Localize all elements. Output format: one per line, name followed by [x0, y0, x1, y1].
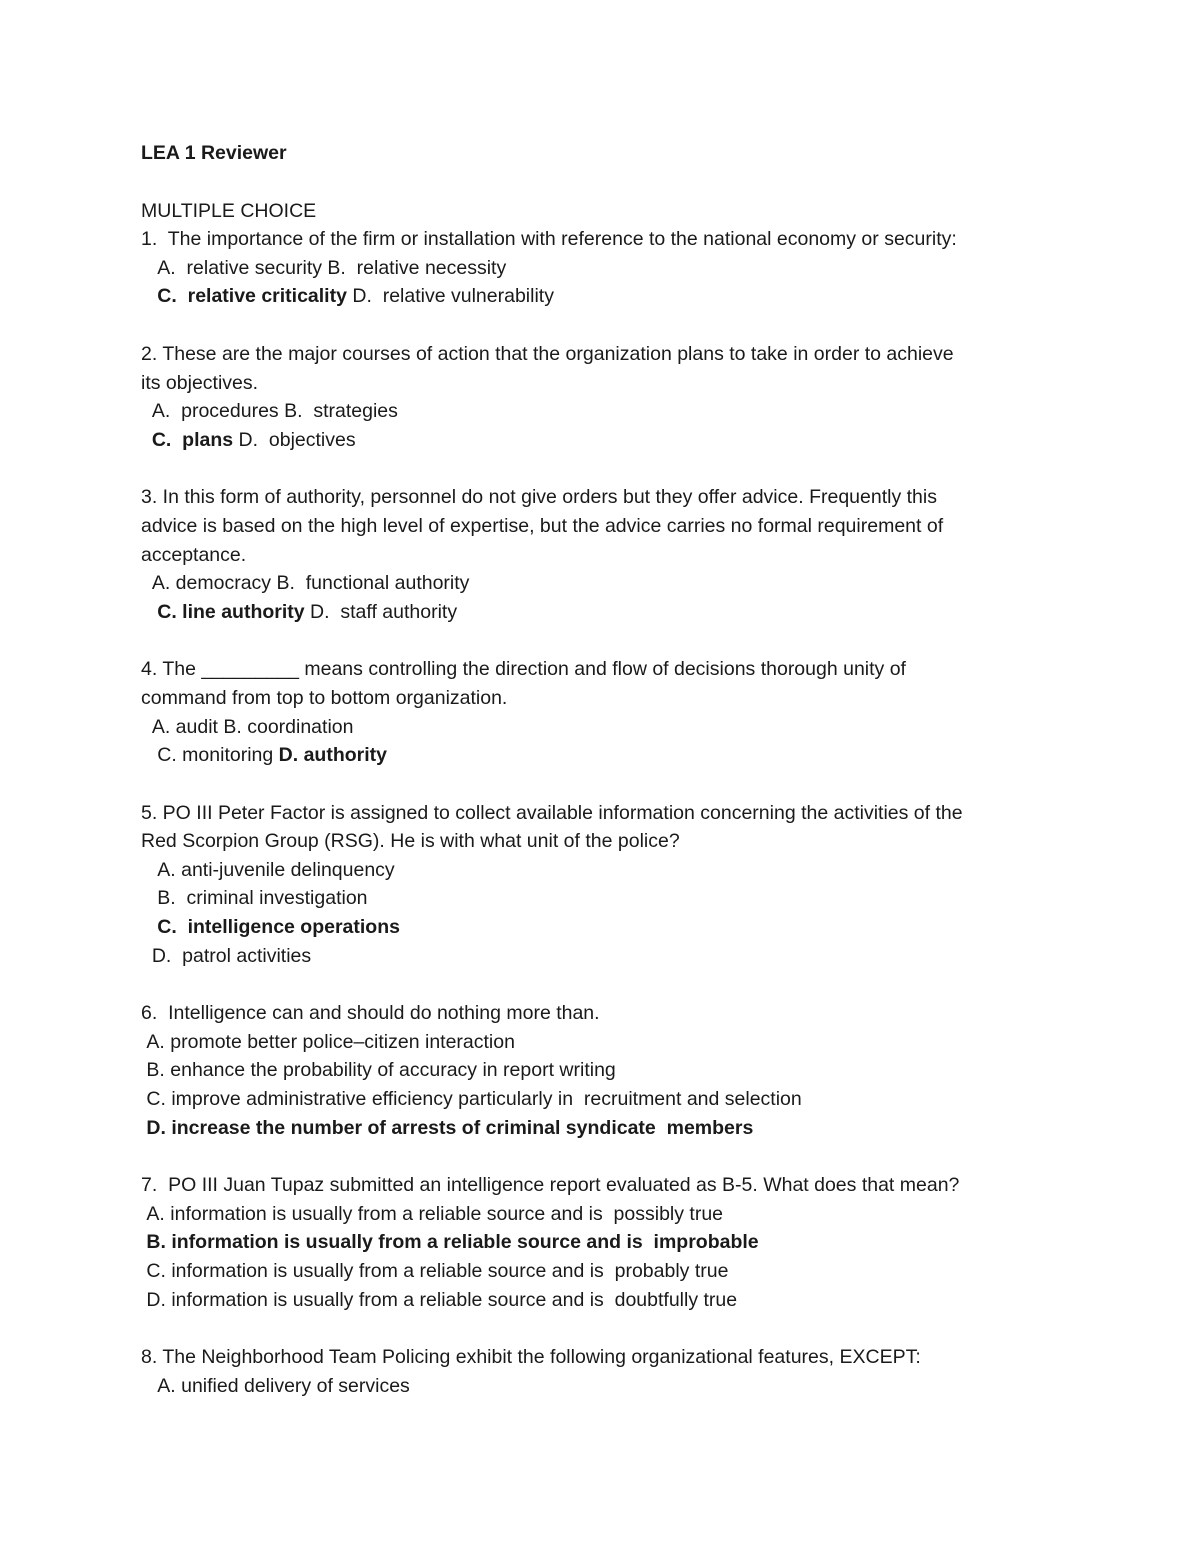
question-text: its objectives. — [141, 371, 259, 394]
answer-option — [141, 884, 1061, 913]
question-block — [141, 999, 1061, 1142]
question-text: Red Scorpion Group (RSG). He is with what unit of the police? — [141, 830, 680, 853]
answer-option — [141, 741, 1061, 770]
question-text: acceptance. — [141, 543, 247, 566]
option-text: A. anti-juvenile delinquency — [141, 858, 395, 881]
option-text: B. criminal investigation — [141, 887, 368, 910]
answer-option — [141, 1114, 1061, 1143]
answer-option — [141, 1372, 1061, 1401]
question-text: advice is based on the high level of expertise, but the advice carries no formal requirement of — [141, 514, 944, 537]
correct-answer: C. plans — [141, 428, 234, 451]
option-text: D. objectives — [233, 428, 356, 451]
correct-answer: B. information is usually from a reliable source and is improbable — [141, 1231, 759, 1254]
answer-option — [141, 598, 1061, 627]
option-text: D. patrol activities — [141, 944, 312, 967]
answer-option — [141, 426, 1061, 455]
question-block — [141, 1171, 1061, 1314]
spacer — [141, 970, 1061, 999]
spacer — [141, 770, 1061, 799]
spacer — [141, 454, 1061, 483]
answer-option — [141, 1085, 1061, 1114]
document-page — [141, 139, 1061, 1400]
option-text: A. unified delivery of services — [141, 1374, 410, 1397]
question-list — [141, 225, 1061, 1400]
correct-answer: C. line authority — [141, 600, 305, 623]
spacer — [141, 1314, 1061, 1343]
spacer — [141, 1142, 1061, 1171]
answer-option — [141, 1286, 1061, 1315]
answer-option — [141, 1200, 1061, 1229]
question-block — [141, 340, 1061, 454]
question-text: 5. PO III Peter Factor is assigned to collect available information concerning the activities of the — [141, 801, 963, 824]
option-text: A. procedures B. strategies — [141, 400, 398, 423]
answer-option — [141, 1257, 1061, 1286]
section-heading: MULTIPLE CHOICE — [141, 199, 317, 222]
question-text: 1. The importance of the firm or installation with reference to the national economy or security: — [141, 228, 957, 251]
question-block — [141, 1343, 1061, 1400]
question-block — [141, 799, 1061, 971]
spacer — [141, 168, 1061, 197]
option-text: A. democracy B. functional authority — [141, 572, 470, 595]
option-text: B. enhance the probability of accuracy in report writing — [141, 1059, 616, 1082]
question-text: 3. In this form of authority, personnel do not give orders but they offer advice. Frequently this — [141, 486, 937, 509]
question-text: 6. Intelligence can and should do nothing more than. — [141, 1002, 600, 1025]
option-text: A. relative security B. relative necessity — [141, 256, 507, 279]
question-text: command from top to bottom organization. — [141, 686, 508, 709]
correct-answer: D. authority — [278, 744, 387, 767]
correct-answer: D. increase the number of arrests of criminal syndicate members — [141, 1116, 754, 1139]
question-text: 2. These are the major courses of action that the organization plans to take in order to achieve — [141, 342, 954, 365]
option-text: A. promote better police–citizen interaction — [141, 1030, 515, 1053]
answer-option — [141, 569, 1061, 598]
question-block — [141, 483, 1061, 626]
question-block — [141, 225, 1061, 311]
answer-option — [141, 913, 1061, 942]
answer-option — [141, 942, 1061, 971]
question-text: 4. The _________ means controlling the direction and flow of decisions thorough unity of — [141, 658, 906, 681]
question-text: 7. PO III Juan Tupaz submitted an intelligence report evaluated as B-5. What does that mean? — [141, 1174, 960, 1197]
answer-option — [141, 397, 1061, 426]
option-text: C. monitoring — [141, 744, 279, 767]
option-text: D. staff authority — [304, 600, 458, 623]
answer-option — [141, 713, 1061, 742]
answer-option — [141, 1028, 1061, 1057]
answer-option — [141, 856, 1061, 885]
spacer — [141, 311, 1061, 340]
option-text: C. information is usually from a reliable source and is probably true — [141, 1260, 729, 1282]
option-text: A. audit B. coordination — [141, 715, 354, 738]
answer-option — [141, 254, 1061, 283]
document-title: LEA 1 Reviewer — [141, 142, 287, 164]
option-text: C. improve administrative efficiency particularly in recruitment and selection — [141, 1088, 802, 1111]
option-text: A. information is usually from a reliable source and is possibly true — [141, 1202, 724, 1225]
answer-option — [141, 1056, 1061, 1085]
spacer — [141, 626, 1061, 655]
option-text: D. relative vulnerability — [346, 285, 554, 308]
correct-answer: C. relative criticality — [141, 285, 347, 308]
question-text: 8. The Neighborhood Team Policing exhibit the following organizational features, EXCEPT: — [141, 1346, 921, 1369]
answer-option — [141, 282, 1061, 311]
question-block — [141, 655, 1061, 769]
answer-option — [141, 1228, 1061, 1257]
option-text: D. information is usually from a reliable source and is doubtfully true — [141, 1288, 738, 1311]
correct-answer: C. intelligence operations — [141, 916, 400, 939]
